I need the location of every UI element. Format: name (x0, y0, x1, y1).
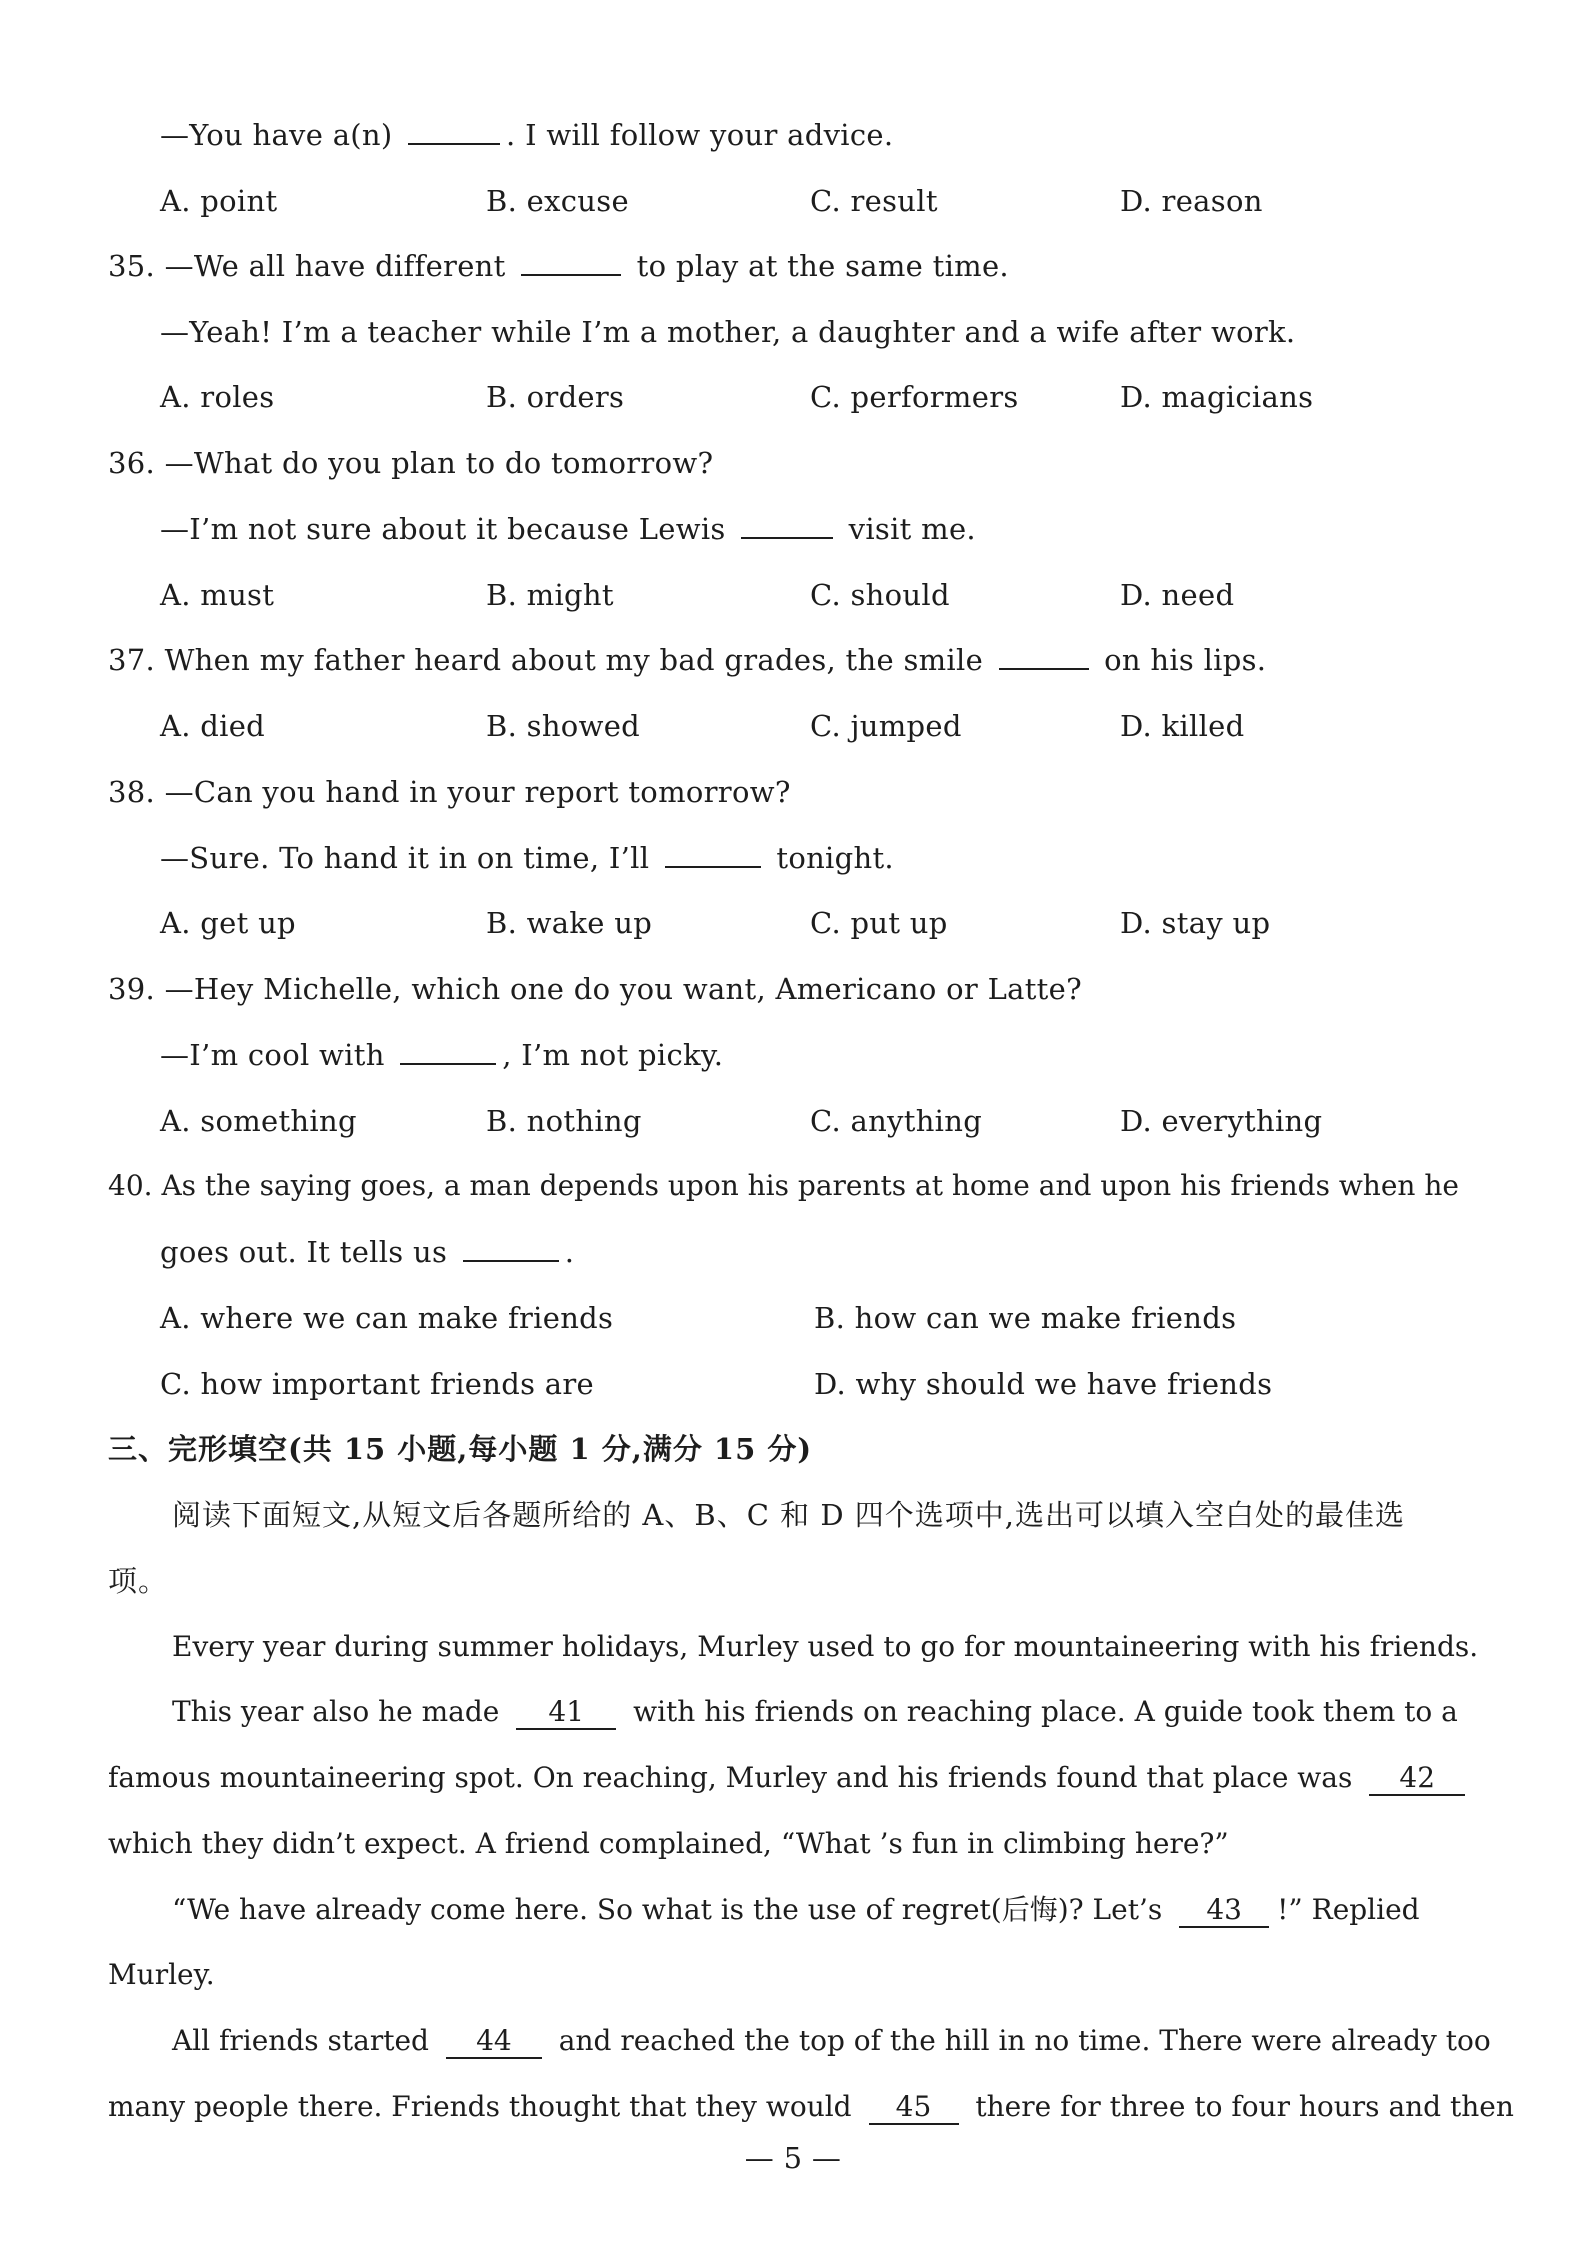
passage-line: All friends started 44 and reached the top of the hill in no time. There were already too (172, 2024, 1491, 2057)
cloze-blank-41: 41 (516, 1696, 616, 1730)
cloze-blank-43: 43 (1179, 1894, 1269, 1928)
section-instruction-continued: 项。 (108, 1564, 169, 1598)
option-b: B. showed (486, 709, 641, 743)
option-b: B. how can we make friends (814, 1301, 1237, 1335)
section-instruction: 阅读下面短文,从短文后各题所给的 A、B、C 和 D 四个选项中,选出可以填入空白处的最佳选 (172, 1498, 1406, 1532)
cloze-blank-44: 44 (446, 2025, 542, 2059)
question-35-line-2: —Yeah! I’m a teacher while I’m a mother, a daughter and a wife after work. (160, 315, 1296, 349)
question-number: 37. (108, 643, 156, 677)
option-b: B. nothing (486, 1104, 642, 1138)
option-a: A. must (160, 578, 275, 612)
option-c: C. jumped (810, 709, 962, 743)
question-number: 38. (108, 775, 156, 809)
option-d: D. why should we have friends (814, 1367, 1273, 1401)
question-34-line-1: —You have a(n) . I will follow your advice. (160, 118, 894, 152)
option-d: D. stay up (1120, 906, 1271, 940)
question-number: 35. (108, 249, 156, 283)
question-39: 39. —Hey Michelle, which one do you want, Americano or Latte? (108, 972, 1082, 1006)
passage-line: This year also he made 41 with his friends on reaching place. A guide took them to a (172, 1695, 1458, 1728)
answer-blank (400, 1037, 496, 1065)
option-d: D. magicians (1120, 380, 1314, 414)
option-b: B. might (486, 578, 614, 612)
option-a: A. roles (160, 380, 275, 414)
question-36: 36. —What do you plan to do tomorrow? (108, 446, 714, 480)
answer-blank (408, 117, 500, 145)
passage-line: Murley. (108, 1958, 215, 1991)
option-c: C. result (810, 184, 938, 218)
option-b: B. orders (486, 380, 625, 414)
question-number: 40. (108, 1169, 153, 1202)
answer-blank (741, 511, 833, 539)
option-d: D. reason (1120, 184, 1263, 218)
page-number: — 5 — (744, 2141, 842, 2175)
question-40-line-2: goes out. It tells us . (160, 1235, 575, 1269)
option-a: A. died (160, 709, 266, 743)
option-c: C. should (810, 578, 950, 612)
option-c: C. anything (810, 1104, 983, 1138)
option-d: D. everything (1120, 1104, 1323, 1138)
question-37: 37. When my father heard about my bad grades, the smile on his lips. (108, 643, 1267, 677)
cloze-blank-45: 45 (869, 2091, 959, 2125)
question-number: 36. (108, 446, 156, 480)
option-d: D. need (1120, 578, 1235, 612)
option-c: C. how important friends are (160, 1367, 595, 1401)
section-title: 三、完形填空(共 15 小题,每小题 1 分,满分 15 分) (108, 1432, 813, 1466)
cloze-blank-42: 42 (1369, 1762, 1465, 1796)
question-35: 35. —We all have different to play at the same time. (108, 249, 1009, 283)
option-a: A. something (160, 1104, 357, 1138)
option-a: A. point (160, 184, 278, 218)
answer-blank (665, 840, 761, 868)
option-c: C. put up (810, 906, 948, 940)
answer-blank (999, 642, 1089, 670)
question-number: 39. (108, 972, 156, 1006)
option-a: A. where we can make friends (160, 1301, 614, 1335)
question-40: 40. As the saying goes, a man depends upon his parents at home and upon his friends when he (108, 1169, 1459, 1202)
option-a: A. get up (160, 906, 296, 940)
passage-line: which they didn’t expect. A friend complained, “What ’s fun in climbing here?” (108, 1827, 1229, 1860)
passage-line: famous mountaineering spot. On reaching, Murley and his friends found that place was 42 (108, 1758, 1473, 1798)
answer-blank (463, 1234, 559, 1262)
answer-blank (521, 248, 621, 276)
option-c: C. performers (810, 380, 1019, 414)
question-39-line-2: —I’m cool with , I’m not picky. (160, 1038, 724, 1072)
option-d: D. killed (1120, 709, 1245, 743)
option-b: B. wake up (486, 906, 653, 940)
question-38: 38. —Can you hand in your report tomorrow? (108, 775, 791, 809)
passage-line: “We have already come here. So what is the use of regret(后悔)? Let’s 43 !” Replied (172, 1893, 1420, 1926)
passage-line: Every year during summer holidays, Murley used to go for mountaineering with his friends. (172, 1630, 1479, 1663)
option-b: B. excuse (486, 184, 629, 218)
question-36-line-2: —I’m not sure about it because Lewis visit me. (160, 512, 976, 546)
passage-line: many people there. Friends thought that they would 45 there for three to four hours and then (108, 2090, 1514, 2123)
question-38-line-2: —Sure. To hand it in on time, I’ll tonight. (160, 841, 894, 875)
